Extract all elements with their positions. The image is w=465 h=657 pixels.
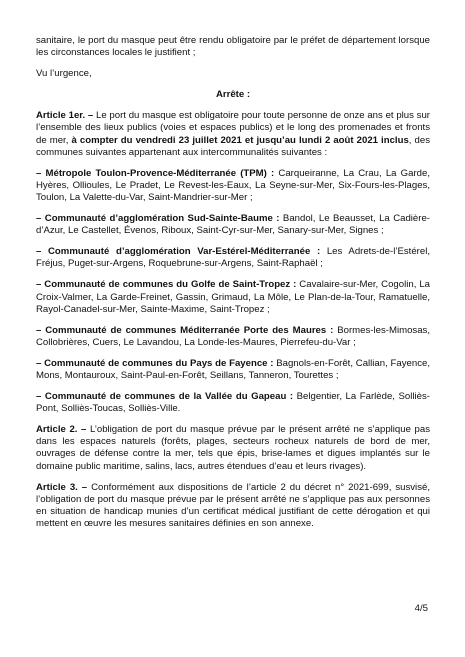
group-golfe-saint-tropez: – Communauté de communes du Golfe de Saint-Tropez : Cavalaire-sur-Mer, Cogolin, La Croix-Valmer, La Garde-Freinet, Gassin, Grimaud, La Môle, Le Plan-de-la-Tour, Ramatuelle, Rayol-Canadel-sur-Mer, Sainte-Maxime, Saint-Tropez ; [36,279,430,315]
article-1-dates: à compter du vendredi 23 juillet 2021 et jusqu’au lundi 2 août 2021 inclus [71,134,409,146]
group-tpm: – Métropole Toulon-Provence-Méditerranée (TPM) : Carqueiranne, La Crau, La Garde, Hyères, Ollioules, Le Pradet, Le Revest-les-Eaux, La Seyne-sur-Mer, Six-Fours-les-Plages, Toulon, La Valette-du-Var, Saint-Mandrier-sur-Mer ; [36,167,430,203]
intro-paragraph: sanitaire, le port du masque peut être rendu obligatoire par le préfet de département lorsque les circonstances locales le justifient ; [36,35,430,59]
group-porte-des-maures: – Communauté de communes Méditerranée Porte des Maures : Bormes-les-Mimosas, Collobrières, Cuers, Le Lavandou, La Londe-les-Maures, Pierrefeu-du-Var ; [36,324,431,348]
article-3-label: Article 3. – [36,481,88,493]
article-1: Article 1er. – Le port du masque est obligatoire pour toute personne de onze ans et plus sur l’ensemble des lieux publics (voies et espaces publics) et le long des promenades et fronts de mer, à compter du vendredi 23 juillet 2021 et jusqu’au lundi 2 août 2021 inclus, des communes suivantes appartenant aux intercommunalités suivantes : [36,110,430,158]
article-2: Article 2. – L’obligation de port du masque prévue par le présent arrêté ne s’applique pas dans les espaces naturels (forêts, plages, secteurs rocheux naturels de bord de mer, ouvrages de défense contre la mer, tels que épis, brise-lames et digues implantés sur le domaine public maritime, salins, lacs, autres étendues d’eau et leurs rivages). [36,424,430,472]
arrete-heading: Arrête : [215,89,251,101]
group-var-esterel: – Communauté d’agglomération Var-Estérel-Méditerranée : Les Adrets-de-l’Estérel, Fréjus, Puget-sur-Argens, Roquebrune-sur-Argens, Saint-Raphaël ; [36,246,430,270]
page-number: 4/5 [414,603,428,614]
group-vallee-du-gapeau: – Communauté de communes de la Vallée du Gapeau : Belgentier, La Farlède, Solliès-Pont, Solliès-Toucas, Solliès-Ville. [36,391,430,415]
vu-line: Vu l’urgence, [36,68,92,80]
article-3: Article 3. – Conformément aux dispositions de l’article 2 du décret n° 2021-699, susvisé, l’obligation de port du masque prévue par le présent arrêté ne s’applique pas aux personnes en situation de handicap munies d’un certificat médical justifiant de cette dérogation et qui mettent en œuvre les mesures sanitaires définies en son annexe. [36,481,430,529]
article-1-label: Article 1er. – [36,110,94,122]
article-2-label: Article 2. – [36,424,87,436]
group-sud-sainte-baume: – Communauté d’agglomération Sud-Sainte-Baume : Bandol, Le Beausset, La Cadière-d’Azur, Le Castellet, Évenos, Riboux, Saint-Cyr-sur-Mer, Sanary-sur-Mer, Signes ; [36,213,430,237]
group-pays-de-fayence: – Communauté de communes du Pays de Fayence : Bagnols-en-Forêt, Callian, Fayence, Mons, Montauroux, Saint-Paul-en-Forêt, Seillans, Tanneron, Tourettes ; [36,357,430,381]
